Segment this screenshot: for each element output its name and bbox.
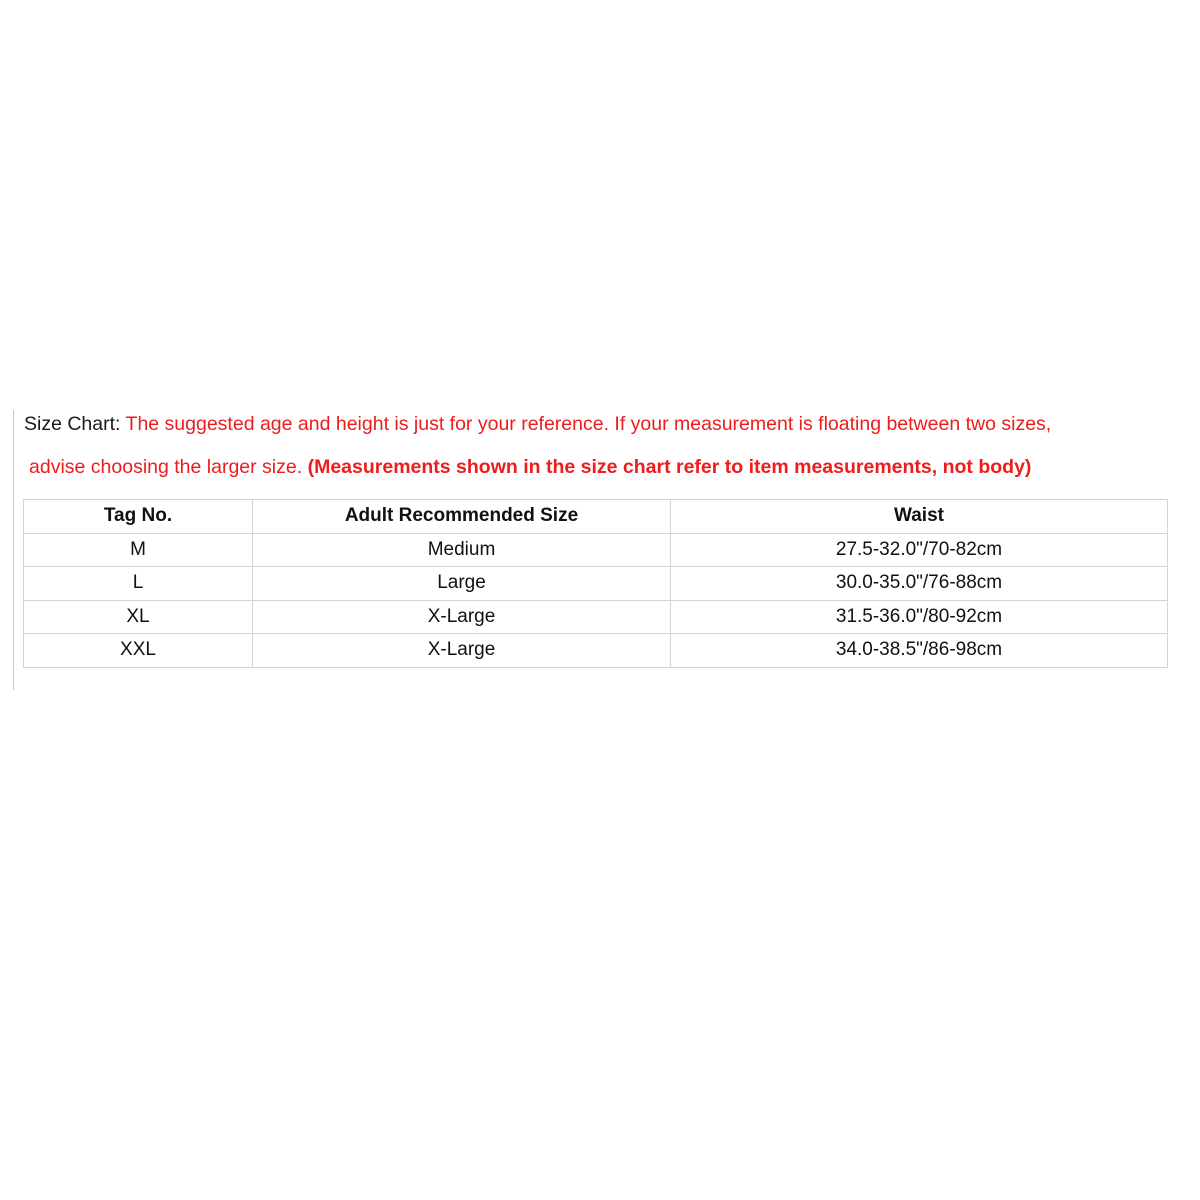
intro-line-2: [29, 453, 1031, 481]
cell-tag: XXL: [24, 634, 253, 668]
left-divider: [13, 410, 14, 690]
cell-waist: 34.0-38.5"/86-98cm: [671, 634, 1168, 668]
table-header-row: [24, 500, 1168, 534]
cell-size: X-Large: [253, 634, 671, 668]
header-recommended-size: Adult Recommended Size: [253, 500, 671, 534]
cell-size: Medium: [253, 533, 671, 567]
header-tag-no: Tag No.: [24, 500, 253, 534]
cell-tag: M: [24, 533, 253, 567]
table-row: [24, 567, 1168, 601]
measurement-note: (Measurements shown in the size chart refer to item measurements, not body): [307, 456, 1032, 478]
size-chart-label: Size Chart:: [24, 413, 121, 435]
cell-size: X-Large: [253, 600, 671, 634]
table-row: [24, 600, 1168, 634]
cell-waist: 31.5-36.0"/80-92cm: [671, 600, 1168, 634]
reference-note: The suggested age and height is just for your reference. If your measurement is floating between two sizes,: [125, 413, 1052, 435]
intro-line-1: [24, 410, 1051, 438]
size-table: [23, 499, 1168, 668]
cell-waist: 27.5-32.0"/70-82cm: [671, 533, 1168, 567]
cell-tag: L: [24, 567, 253, 601]
cell-waist: 30.0-35.0"/76-88cm: [671, 567, 1168, 601]
advice-note: advise choosing the larger size.: [29, 456, 303, 478]
table-row: [24, 634, 1168, 668]
table-row: [24, 533, 1168, 567]
cell-tag: XL: [24, 600, 253, 634]
cell-size: Large: [253, 567, 671, 601]
header-waist: Waist: [671, 500, 1168, 534]
